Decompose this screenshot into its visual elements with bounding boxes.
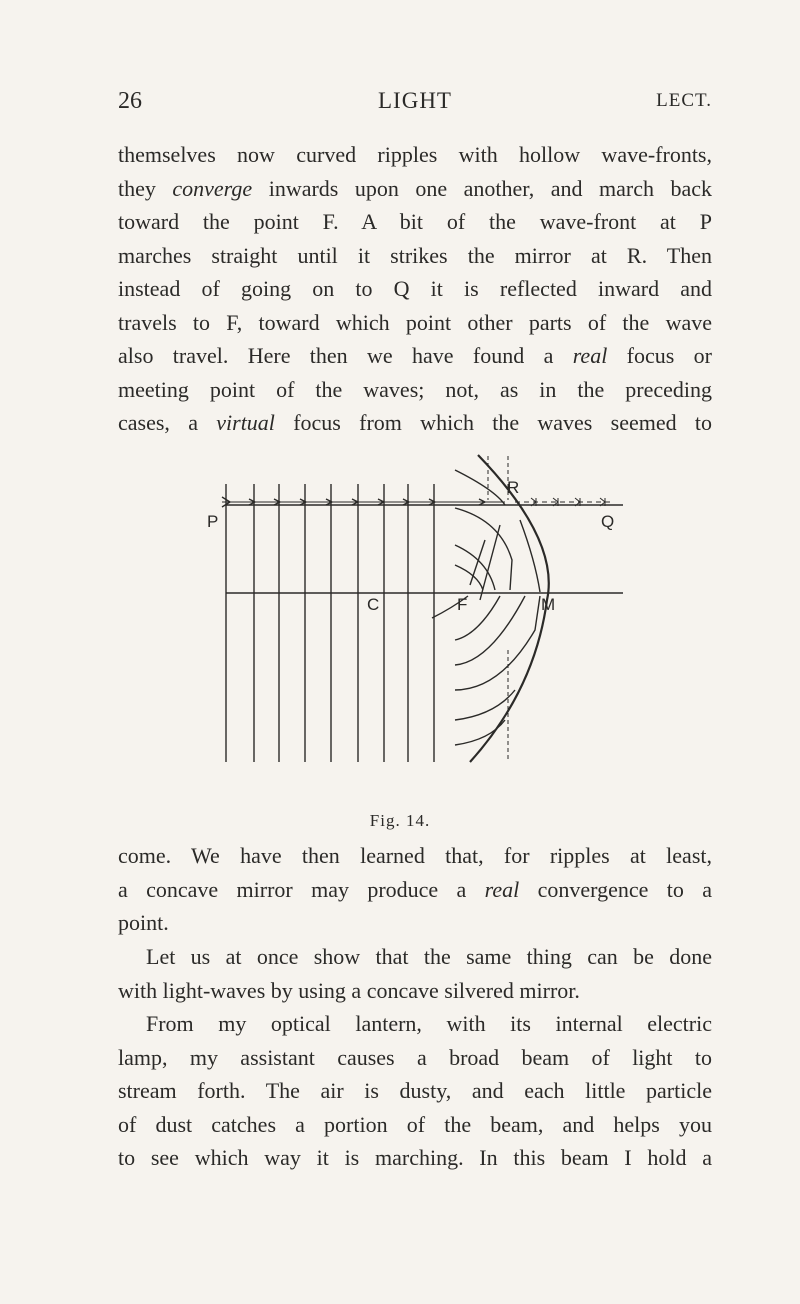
text-line: Let us at once show that the same thing can be done — [146, 944, 712, 969]
label-P: P — [207, 512, 219, 531]
text-line: From my optical lantern, with its internal electric — [146, 1011, 712, 1036]
text-line: marches straight until it strikes the mirror at R. Then — [118, 242, 712, 268]
text-line: themselves now curved ripples with hollow wave-fronts, — [118, 142, 712, 167]
label-Q: Q — [601, 512, 615, 531]
text-line: they converge inwards upon one another, and march back — [118, 175, 712, 201]
label-C: C — [367, 595, 380, 614]
paragraph-3 — [118, 940, 712, 1007]
text-line: travels to F, toward which point other parts of the wave — [118, 309, 712, 335]
straight-wavefronts — [226, 484, 434, 762]
text-line: also travel. Here then we have found a real focus or — [118, 343, 712, 368]
text-line: come. We have then learned that, for ripples at least, — [118, 843, 712, 868]
emphasis-converge: converge — [172, 175, 253, 201]
text-line: meeting point of the waves; not, as in the preceding — [118, 376, 712, 402]
paragraph-2 — [118, 839, 712, 940]
figure-caption: Fig. 14. — [369, 811, 431, 830]
section-label: LECT. — [656, 90, 712, 111]
emphasis-virtual: virtual — [216, 410, 275, 435]
label-M: M — [541, 595, 556, 614]
emphasis-real: real — [484, 876, 520, 902]
text-line: stream forth. The air is dusty, and each little particle — [118, 1078, 712, 1103]
label-F: F — [457, 595, 468, 614]
page-number: 26 — [118, 88, 142, 114]
text-line: cases, a virtual focus from which the waves seemed to — [118, 410, 712, 435]
text-line: toward the point F. A bit of the wave-front at P — [118, 209, 712, 234]
label-R: R — [507, 478, 520, 497]
text-line: a concave mirror may produce a real convergence to a — [118, 876, 712, 902]
text-line: to see which way it is marching. In this beam I hold a — [118, 1145, 712, 1170]
text-line: of dust catches a portion of the beam, and helps you — [118, 1111, 712, 1137]
text-line: with light-waves by using a concave silvered mirror. — [118, 977, 580, 1003]
paragraph-4 — [118, 1007, 712, 1175]
text-line: instead of going on to Q it is reflected inward and — [118, 276, 712, 301]
text-line: point. — [118, 910, 169, 935]
text-line: lamp, my assistant causes a broad beam of light to — [118, 1044, 712, 1070]
emphasis-real: real — [572, 343, 608, 368]
running-title: LIGHT — [378, 88, 452, 113]
